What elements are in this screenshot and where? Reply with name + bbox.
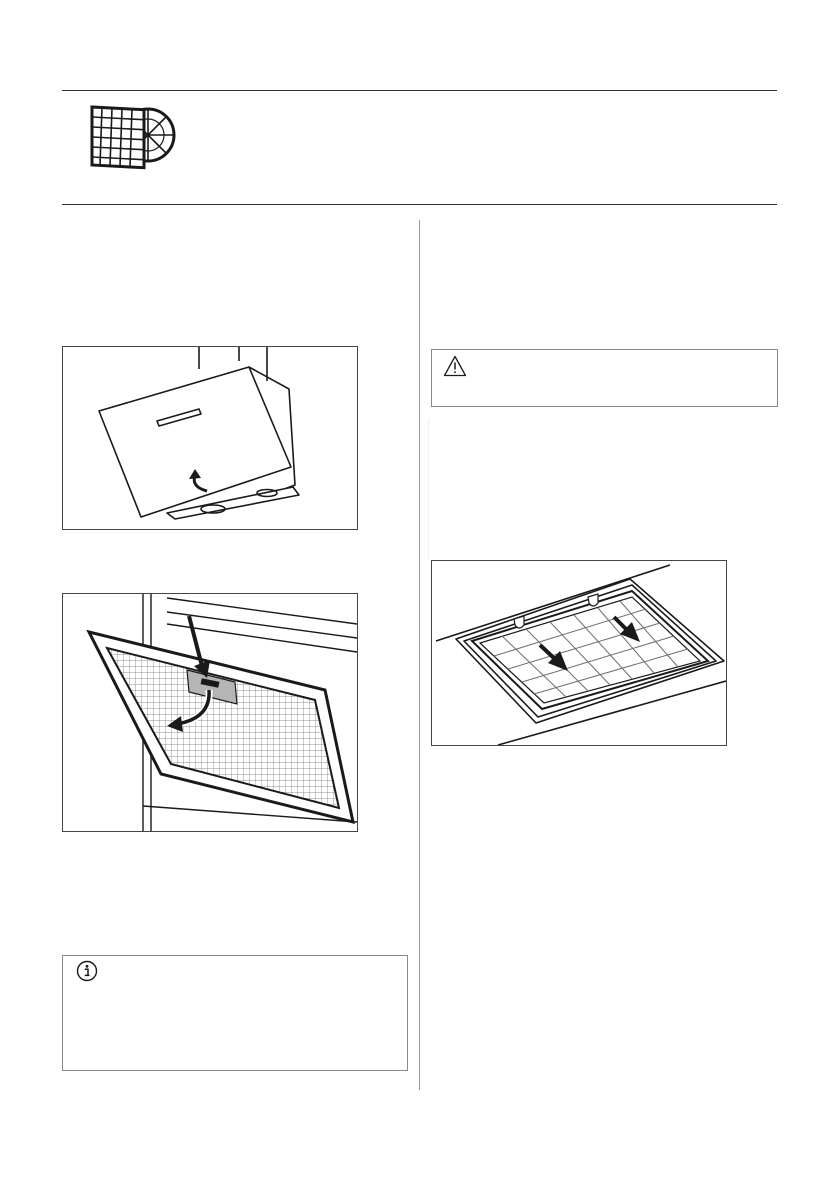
figure-open-panel <box>62 346 358 530</box>
column-divider <box>419 220 420 1090</box>
info-circle-icon <box>76 960 98 982</box>
info-note-box <box>62 955 408 1071</box>
figure-remove-grease-filter <box>62 593 358 832</box>
header-bottom-rule <box>62 204 777 205</box>
filter-icon <box>84 97 180 177</box>
warning-note-box <box>431 349 778 407</box>
warning-triangle-icon <box>443 355 467 377</box>
faint-margin-line <box>428 420 429 560</box>
figure-install-carbon-filter <box>431 560 727 746</box>
top-rule <box>62 90 777 91</box>
